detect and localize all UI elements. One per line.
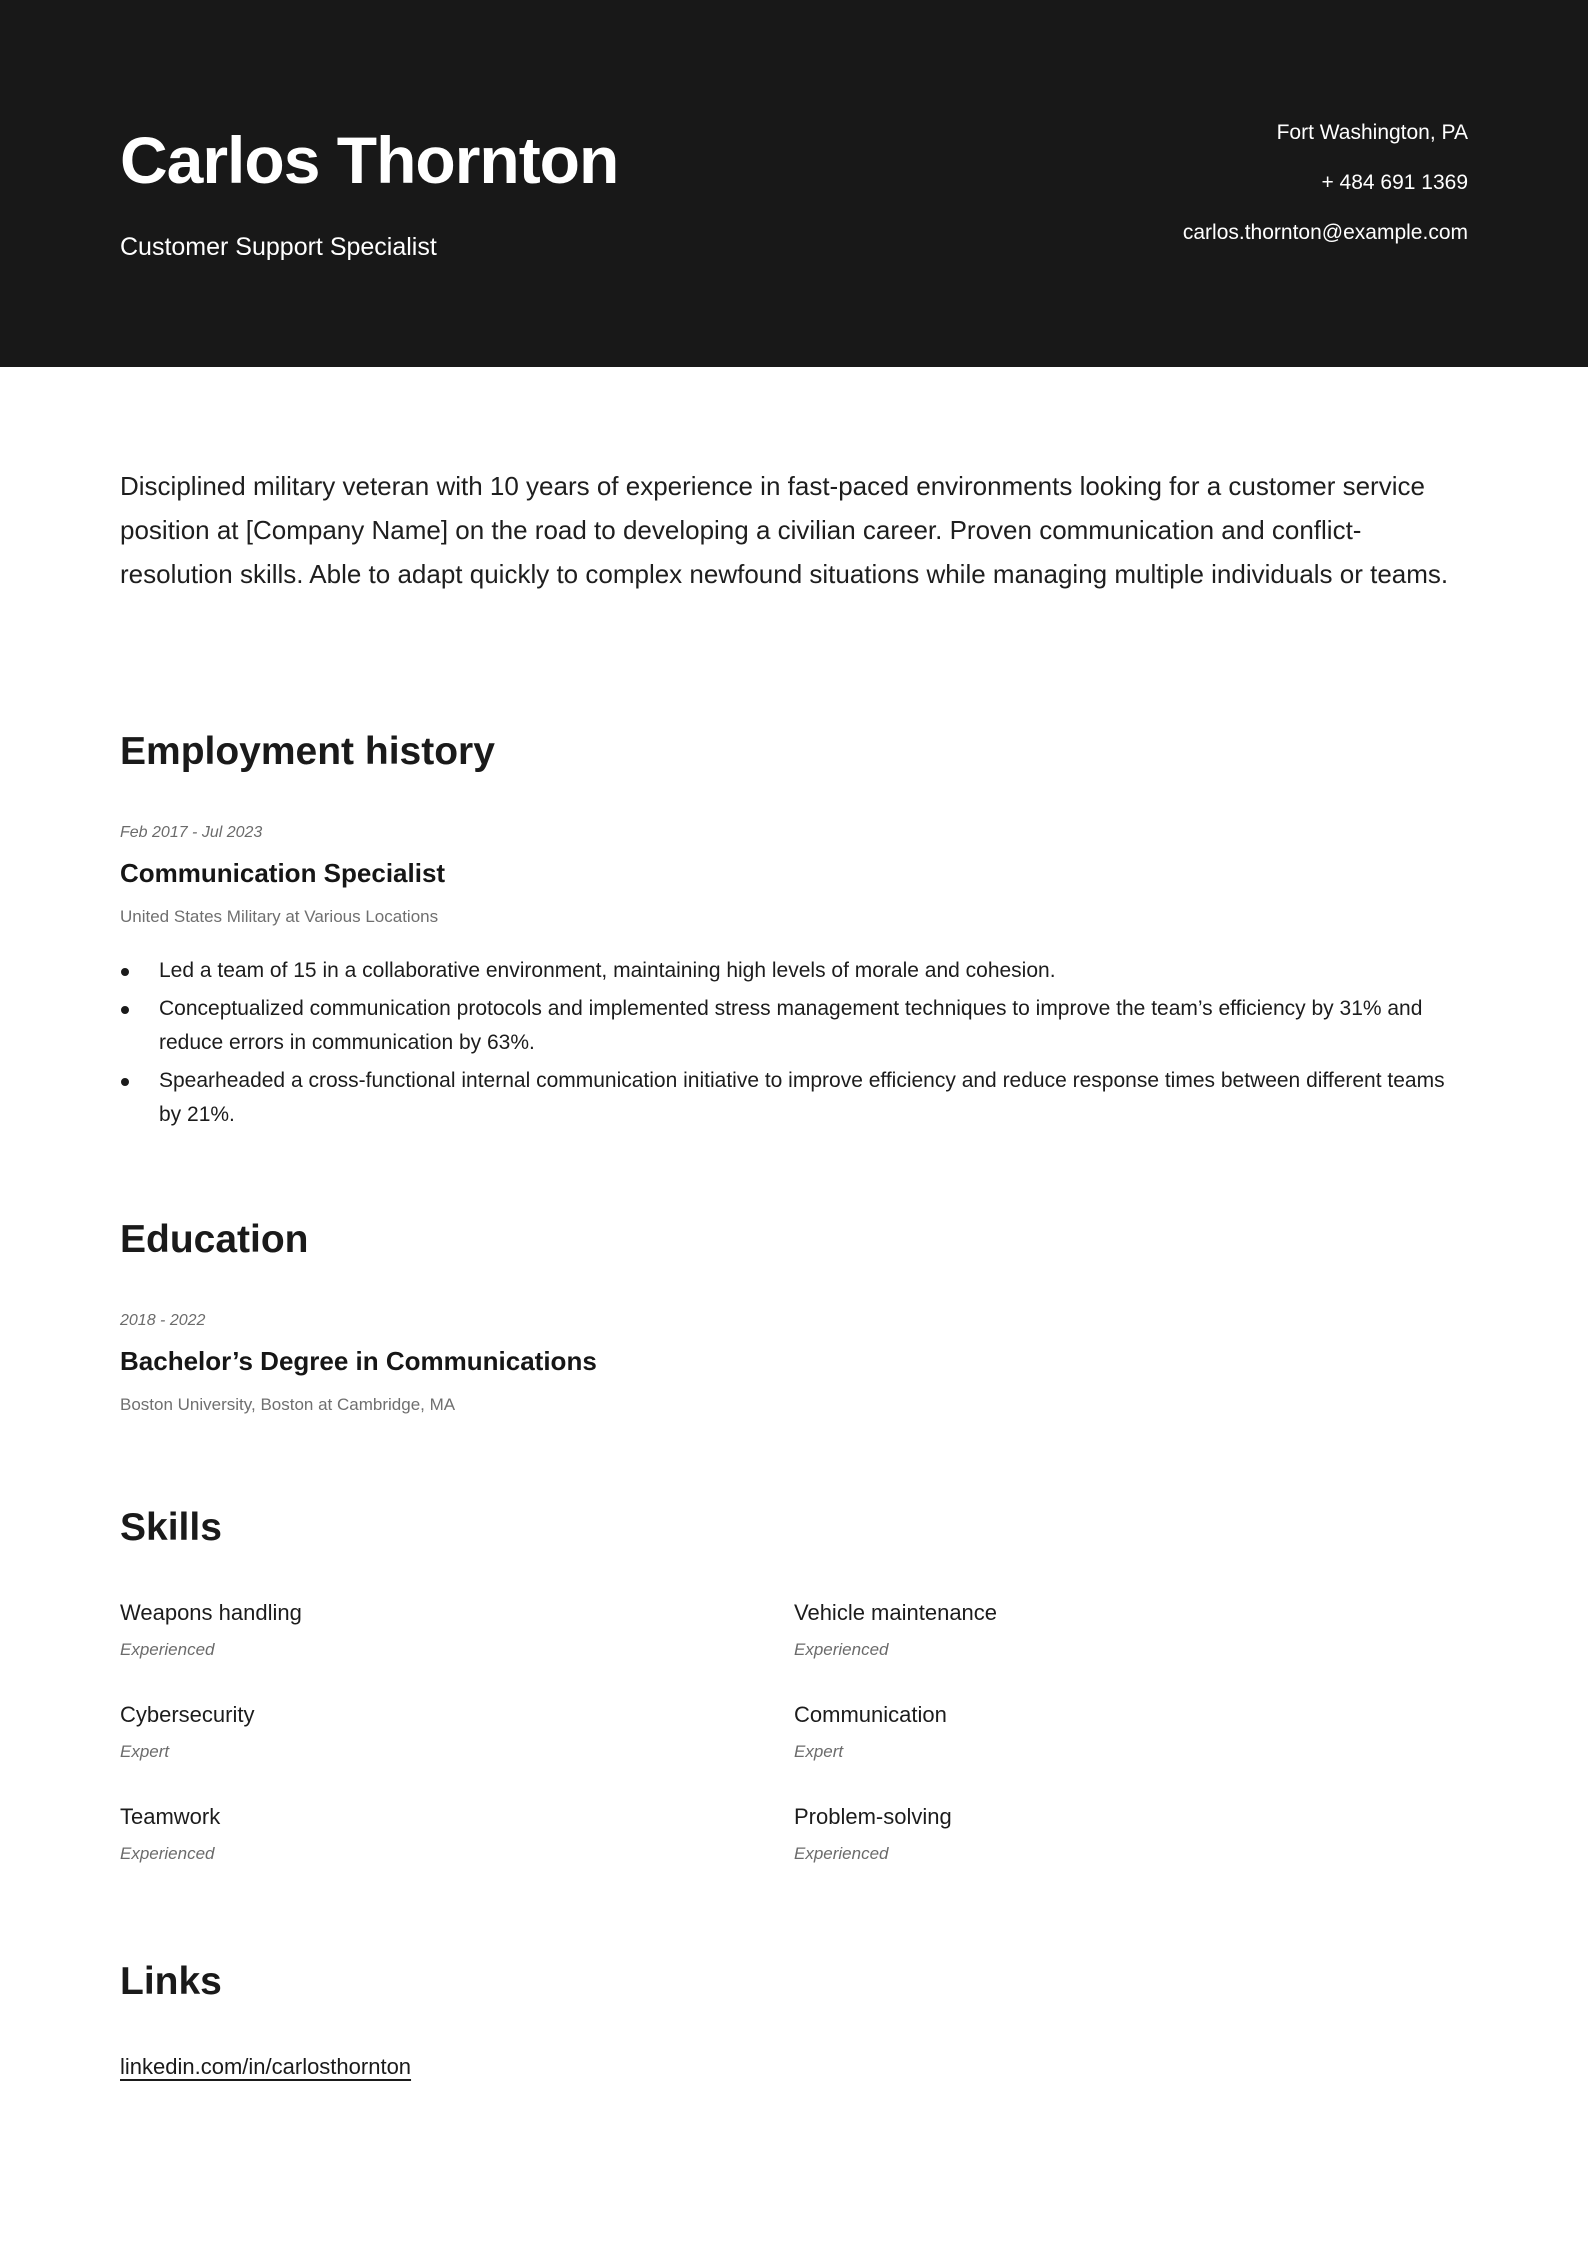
education-dates: 2018 - 2022 [120, 1312, 206, 1329]
education-section-title: Education [120, 1218, 309, 1261]
skill-item [120, 1598, 720, 1662]
job-bullets [120, 954, 1470, 1136]
skill-item [794, 1598, 1394, 1662]
bullet-text: Led a team of 15 in a collaborative environment, maintaining high levels of morale and cohesion. [159, 959, 1056, 982]
contact-email: carlos.thornton@example.com [1182, 221, 1468, 244]
links-section-title: Links [120, 1960, 222, 2003]
skill-level: Expert [120, 1742, 170, 1761]
skill-item [120, 1700, 720, 1764]
skill-item [794, 1700, 1394, 1764]
skill-level: Experienced [794, 1844, 889, 1863]
employment-section-title: Employment history [120, 730, 495, 773]
skill-level: Experienced [120, 1640, 215, 1659]
list-item [120, 954, 1470, 988]
job-title: Communication Specialist [120, 858, 446, 888]
skills-section-title: Skills [120, 1506, 222, 1549]
education-school: Boston University, Boston at Cambridge, MA [120, 1395, 456, 1414]
skill-name: Problem-solving [794, 1804, 952, 1829]
candidate-name: Carlos Thornton [120, 123, 619, 197]
list-item [120, 992, 1470, 1060]
contact-info [1183, 118, 1468, 268]
list-item [120, 1064, 1470, 1132]
bullet-dot [121, 968, 129, 976]
contact-phone: + 484 691 1369 [1321, 171, 1468, 194]
skill-level: Experienced [794, 1640, 889, 1659]
bullet-text: Spearheaded a cross-functional internal communication initiative to improve efficiency and reduce response times between different teams by 21%. [159, 1069, 1445, 1126]
candidate-role: Customer Support Specialist [120, 233, 437, 261]
skill-name: Communication [794, 1702, 947, 1727]
skill-level: Experienced [120, 1844, 215, 1863]
skill-name: Weapons handling [120, 1600, 302, 1625]
resume-header [0, 0, 1588, 367]
education-degree: Bachelor’s Degree in Communications [120, 1346, 597, 1376]
skill-item [794, 1802, 1394, 1866]
job-employer: United States Military at Various Locations [120, 907, 439, 926]
contact-location: Fort Washington, PA [1276, 121, 1468, 144]
bullet-text: Conceptualized communication protocols and implemented stress management techniques to improve the team’s efficiency by 31% and reduce errors in communication by 63%. [159, 997, 1423, 1054]
skill-item [120, 1802, 720, 1866]
skill-name: Teamwork [120, 1804, 221, 1829]
bullet-dot [121, 1078, 129, 1086]
linkedin-link[interactable]: linkedin.com/in/carlosthornton [120, 2054, 412, 2079]
skill-name: Vehicle maintenance [794, 1600, 998, 1625]
skill-name: Cybersecurity [120, 1702, 255, 1727]
job-dates: Feb 2017 - Jul 2023 [120, 824, 263, 841]
skill-level: Expert [794, 1742, 844, 1761]
profile-summary: Disciplined military veteran with 10 years of experience in fast-paced environments looking for a customer service position at [Company Name] on the road to developing a civilian career. Proven communication and conflict-resolution skills. Able to adapt quickly to complex newfound situations while managing multiple individuals or teams. [120, 471, 1449, 589]
bullet-dot [121, 1006, 129, 1014]
